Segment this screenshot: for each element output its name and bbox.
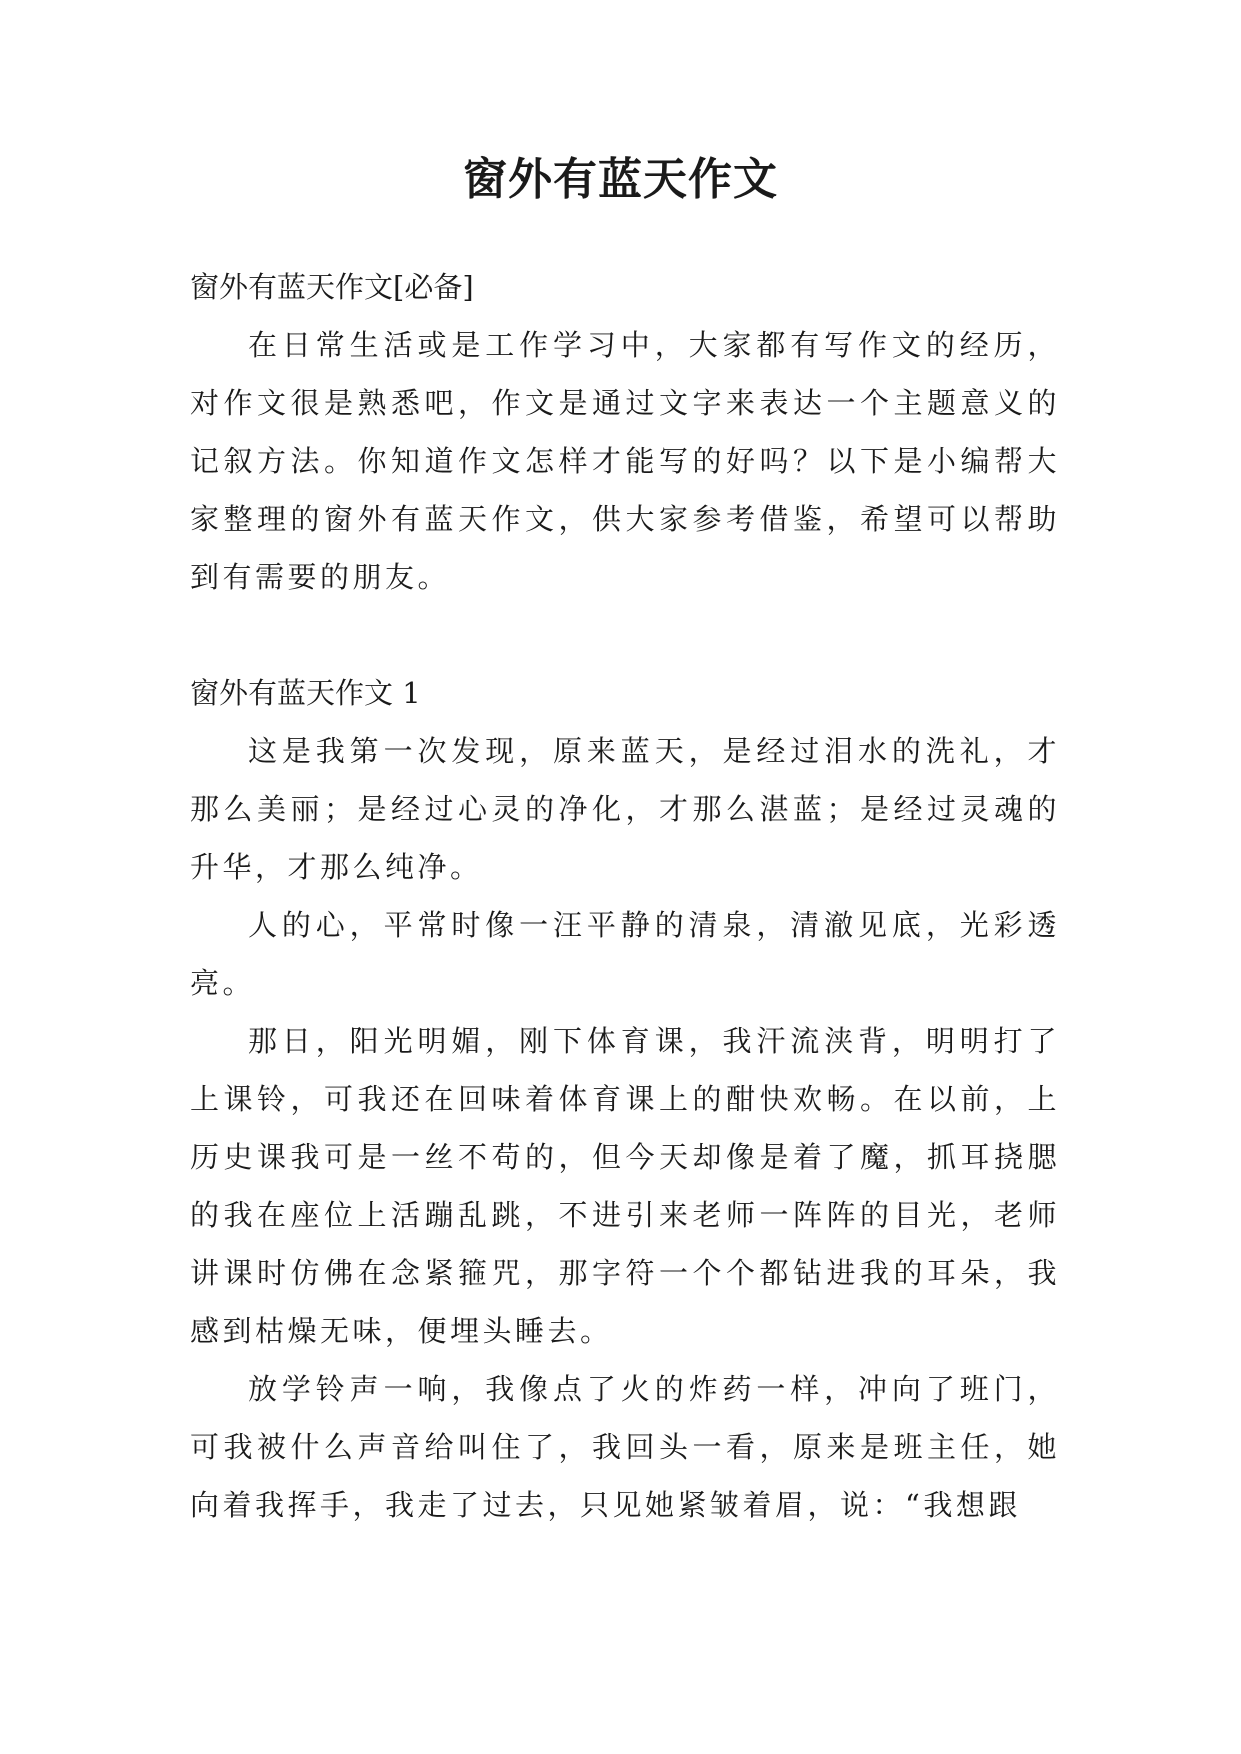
- section-heading: 窗外有蓝天作文 1: [190, 676, 421, 710]
- document-body: [190, 258, 1060, 1534]
- body-paragraph: 那日，阳光明媚，刚下体育课，我汗流浃背，明明打了上课铃，可我还在回味着体育课上的酣快欢畅。在以前，上历史课我可是一丝不苟的，但今天却像是着了魔，抓耳挠腮的我在座位上活蹦乱跳，不进引来老师一阵阵的目光，老师讲课时仿佛在念紧箍咒，那字符一个个都钻进我的耳朵，我感到枯燥无味，便埋头睡去。: [190, 1024, 1060, 1348]
- section-spacer: [190, 606, 1060, 664]
- document-subtitle: 窗外有蓝天作文[必备]: [190, 270, 474, 304]
- body-paragraph: 这是我第一次发现，原来蓝天，是经过泪水的洗礼，才那么美丽；是经过心灵的净化，才那么湛蓝；是经过灵魂的升华，才那么纯净。: [190, 734, 1060, 884]
- body-paragraph: 人的心，平常时像一汪平静的清泉，清澈见底，光彩透亮。: [190, 908, 1060, 1000]
- intro-paragraph: 在日常生活或是工作学习中，大家都有写作文的经历，对作文很是熟悉吧，作文是通过文字来表达一个主题意义的记叙方法。你知道作文怎样才能写的好吗？以下是小编帮大家整理的窗外有蓝天作文，供大家参考借鉴，希望可以帮助到有需要的朋友。: [190, 328, 1060, 594]
- body-paragraph: 放学铃声一响，我像点了火的炸药一样，冲向了班门，可我被什么声音给叫住了，我回头一看，原来是班主任，她向着我挥手，我走了过去，只见她紧皱着眉，说：“我想跟: [190, 1372, 1060, 1522]
- document-title: 窗外有蓝天作文: [463, 154, 778, 205]
